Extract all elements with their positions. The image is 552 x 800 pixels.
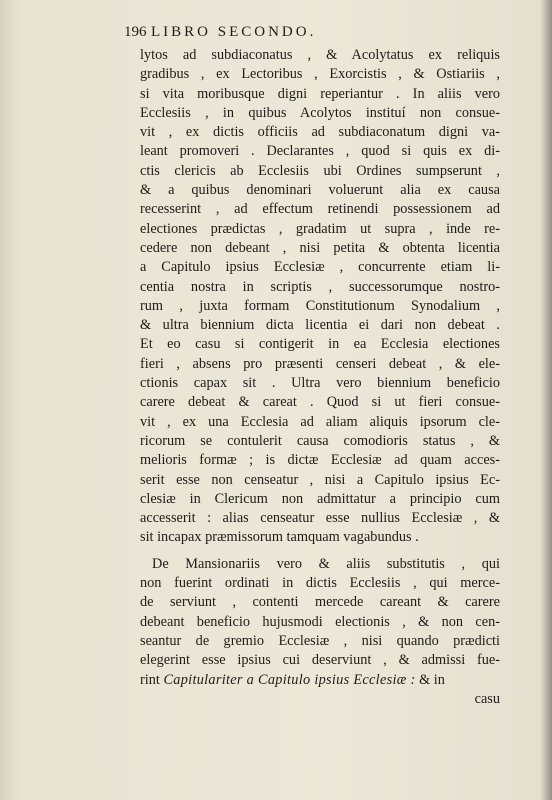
- body-text: [140, 46, 500, 709]
- catchword: casu: [474, 690, 500, 707]
- page-number: 196: [124, 24, 147, 40]
- text-line: ricorum se contulerit causa comodioris status , &: [140, 432, 500, 449]
- text-line: rum , juxta formam Constitutionum Synodalium ,: [140, 297, 500, 314]
- text-line: gradibus , ex Lectoribus , Exorcistis , & Ostiariis ,: [140, 66, 500, 83]
- page-header: [124, 24, 464, 44]
- text-line: & ultra biennium dicta licentia ei dari non debeat .: [140, 317, 500, 334]
- text-line: elegerint esse ipsius cui deserviunt , & admissi fue-: [140, 652, 500, 669]
- text-line: sit incapax præmissorum tamquam vagabundus .: [140, 529, 419, 546]
- text-line: non fuerint ordinati in dictis Ecclesiis , qui merce-: [140, 575, 500, 592]
- running-title: LIBRO SECONDO.: [151, 24, 317, 40]
- text-line: cedere non debeant , nisi petita & obtenta licentia: [140, 239, 500, 256]
- text-line: Ecclesiis , in quibus Acolytos instituí non consue-: [140, 104, 500, 121]
- paragraph-2: [140, 555, 500, 671]
- text-line: accesserit : alias censeatur esse nullius Ecclesiæ , &: [140, 510, 500, 527]
- text-line: debeant beneficio hujusmodi electionis , & non cen-: [140, 613, 500, 630]
- text-line: recesserint , ad effectum retinendi possessionem ad: [140, 201, 500, 218]
- text-line: melioris formæ ; is dictæ Ecclesiæ ad quam acces-: [140, 452, 500, 469]
- text-line: ctionis capax sit . Ultra vero biennium beneficio: [140, 375, 500, 392]
- text-line: centia nostra in scriptis , successorumque nostro-: [140, 278, 500, 295]
- paragraph-1: [140, 46, 500, 548]
- text-line: ctis clericis ab Ecclesiis ubi Ordines sumpserunt ,: [140, 162, 500, 179]
- text-line: serit esse non censeatur , nisi a Capitulo ipsius Ec-: [140, 471, 500, 488]
- text-line: vit , ex dictis officiis ad subdiaconatum digni va-: [140, 124, 500, 141]
- text-line: clesiæ in Clericum non admittatur a principio cum: [140, 490, 500, 507]
- text-line: de serviunt , contenti mercede careant & carere: [140, 594, 500, 611]
- text-line: a Capitulo ipsius Ecclesiæ , concurrente etiam li-: [140, 259, 500, 276]
- text-line: si vita moribusque digni reperiantur . In aliis vero: [140, 85, 500, 102]
- italic-phrase: Capitulariter a Capitulo ipsius Ecclesiæ :: [163, 671, 416, 688]
- text-line: carere debeat & careat . Quod si ut fieri consue-: [140, 394, 500, 411]
- text-line: Et eo casu si contigerit in ea Ecclesia electiones: [140, 336, 500, 353]
- text-line: vit , ex una Ecclesia ad aliam aliquis ipsorum cle-: [140, 413, 500, 430]
- text-line: seantur de gremio Ecclesiæ , nisi quando prædicti: [140, 632, 500, 649]
- text-line: electiones prædictas , gradatim ut supra , inde re-: [140, 220, 500, 237]
- text-line: lytos ad subdiaconatus , & Acolytatus ex reliquis: [140, 47, 500, 63]
- text-line: & a quibus denominari voluerunt alia ex causa: [140, 182, 500, 199]
- text-line: De Mansionariis vero & aliis substitutis , qui: [152, 555, 500, 572]
- text-line-final: rint Capitulariter a Capitulo ipsius Ecclesiæ : & in: [140, 671, 445, 688]
- text-line: fieri , absens pro præsenti censeri debeat , & ele-: [140, 355, 500, 372]
- text-line: leant promoveri . Declarantes , quod si quis ex di-: [140, 143, 500, 160]
